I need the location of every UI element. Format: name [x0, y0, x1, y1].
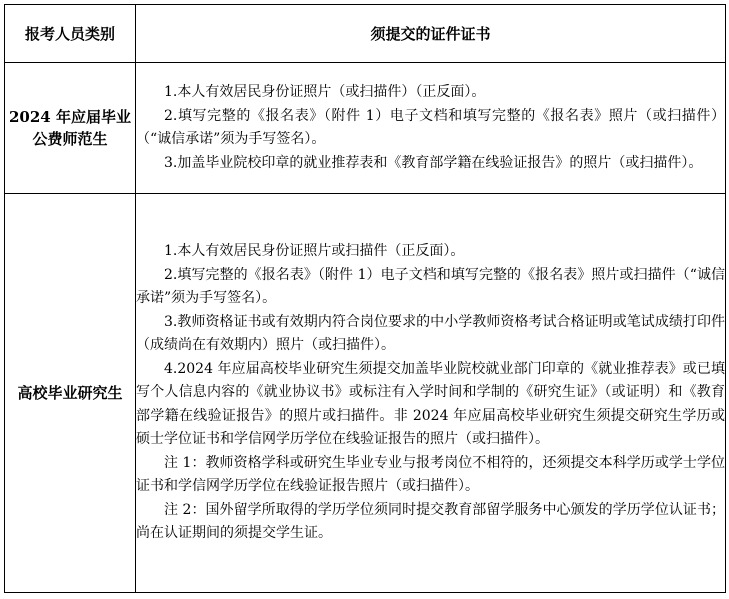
documents-cell [136, 194, 726, 593]
header-documents: 须提交的证件证书 [136, 5, 726, 63]
category-cell [5, 194, 136, 593]
requirements-table [4, 4, 726, 593]
note-item: 注 2：国外留学所取得的学历学位须同时提交教育部留学服务中心颁发的学历学位认证书；尚在认证期间的须提交学生证。 [136, 501, 725, 542]
header-category: 报考人员类别 [5, 5, 136, 63]
table-row [5, 63, 726, 194]
note-item: 注 1：教师资格学科或研究生毕业专业与报考岗位不相符的，还须提交本科学历或学士学位证书和学信网学历学位在线验证报告照片（或扫描件）。 [136, 454, 725, 495]
list-item: 4.2024 年应届高校毕业研究生须提交加盖毕业院校就业部门印章的《就业推荐表》或已填写个人信息内容的《就业协议书》或标注有入学时间和学制的《研究生证》（或证明）和《教育部学籍在线验证报告》的照片或扫描件。非 2024 年应届高校毕业研究生须提交研究生学历或硕士学位证书和学信网学历学位在线验证报告的照片（或扫描件）。 [136, 360, 725, 448]
list-item: 3.教师资格证书或有效期内符合岗位要求的中小学教师资格考试合格证明或笔试成绩打印件（成绩尚在有效期内）照片（或扫描件）。 [136, 313, 725, 354]
category-label-line1: 2024 年应届毕业 [9, 108, 131, 126]
list-item: 3.加盖毕业院校印章的就业推荐表和《教育部学籍在线验证报告》的照片（或扫描件）。 [164, 154, 703, 171]
category-cell [5, 63, 136, 194]
category-label-line2: 公费师范生 [32, 130, 108, 148]
documents-cell [136, 63, 726, 194]
list-item: 1.本人有效居民身份证照片（或扫描件）（正反面）。 [164, 84, 486, 100]
list-item: 2.填写完整的《报名表》（附件 1）电子文档和填写完整的《报名表》照片（或扫描件）（“诚信承诺”须为手写签名）。 [136, 107, 725, 147]
table-row [5, 194, 726, 593]
category-label-line1: 高校毕业研究生 [17, 384, 123, 402]
table-header-row [5, 5, 726, 63]
list-item: 2.填写完整的《报名表》（附件 1）电子文档和填写完整的《报名表》照片或扫描件（“诚信承诺”须为手写签名）。 [136, 266, 725, 307]
list-item: 1.本人有效居民身份证照片或扫描件（正反面）。 [164, 243, 465, 260]
